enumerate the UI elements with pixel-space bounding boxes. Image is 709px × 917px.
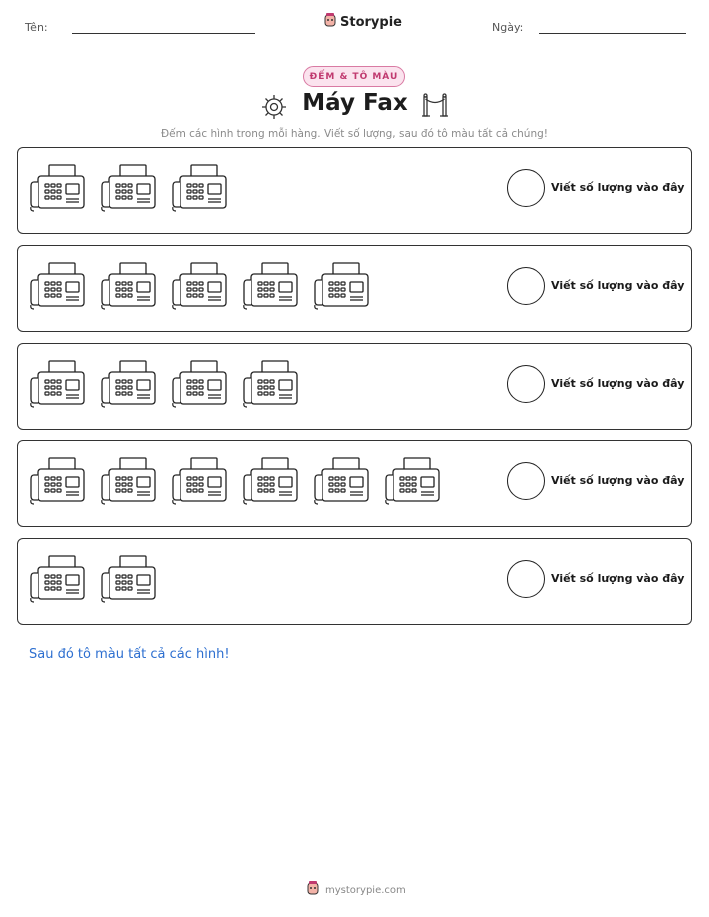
answer-label: Viết số lượng vào đây — [551, 181, 685, 194]
answer-circle[interactable] — [507, 560, 545, 598]
name-line[interactable] — [72, 33, 255, 34]
fax-machine-icon — [385, 456, 441, 510]
answer-label: Viết số lượng vào đây — [551, 279, 685, 292]
answer-label: Viết số lượng vào đây — [551, 572, 685, 585]
name-label: Tên: — [25, 21, 48, 34]
fax-machine-icon — [30, 456, 86, 510]
site-footer — [306, 880, 406, 900]
brand-name: Storypie — [340, 14, 402, 30]
fax-machine-icon — [101, 456, 157, 510]
fax-machine-icon — [172, 261, 228, 315]
date-line[interactable] — [539, 33, 686, 34]
instructions: Đếm các hình trong mỗi hàng. Viết số lượng, sau đó tô màu tất cả chúng! — [160, 128, 548, 140]
answer-circle[interactable] — [507, 365, 545, 403]
fax-machine-icon — [101, 554, 157, 608]
count-row — [17, 440, 692, 527]
count-row — [17, 343, 692, 430]
fax-machine-icon — [314, 456, 370, 510]
coloring-note: Sau đó tô màu tất cả các hình! — [29, 647, 230, 662]
category-badge: ĐẾM & TÔ MÀU — [303, 66, 405, 87]
fax-machine-icon — [30, 261, 86, 315]
answer-circle[interactable] — [507, 267, 545, 305]
answer-circle[interactable] — [507, 169, 545, 207]
fax-machine-icon — [243, 359, 299, 413]
storypie-logo-icon — [306, 880, 320, 900]
fax-machine-icon — [101, 359, 157, 413]
fax-machine-icon — [30, 359, 86, 413]
answer-circle[interactable] — [507, 462, 545, 500]
count-row — [17, 245, 692, 332]
site-url: mystorypie.com — [325, 884, 406, 896]
fax-machine-icon — [30, 554, 86, 608]
fax-machine-icon — [172, 456, 228, 510]
fax-machine-icon — [30, 163, 86, 217]
fax-machine-icon — [243, 456, 299, 510]
answer-label: Viết số lượng vào đây — [551, 474, 685, 487]
fax-machine-icon — [172, 163, 228, 217]
gear-decoration-icon — [260, 93, 288, 125]
fax-machine-icon — [243, 261, 299, 315]
date-label: Ngày: — [492, 21, 524, 34]
page-title: Máy Fax — [302, 90, 408, 116]
stanchion-decoration-icon — [421, 93, 449, 123]
fax-machine-icon — [314, 261, 370, 315]
fax-machine-icon — [101, 261, 157, 315]
answer-label: Viết số lượng vào đây — [551, 377, 685, 390]
count-row — [17, 147, 692, 234]
storypie-logo-icon — [323, 12, 337, 32]
fax-machine-icon — [101, 163, 157, 217]
count-row — [17, 538, 692, 625]
brand-logo — [323, 12, 402, 32]
fax-machine-icon — [172, 359, 228, 413]
